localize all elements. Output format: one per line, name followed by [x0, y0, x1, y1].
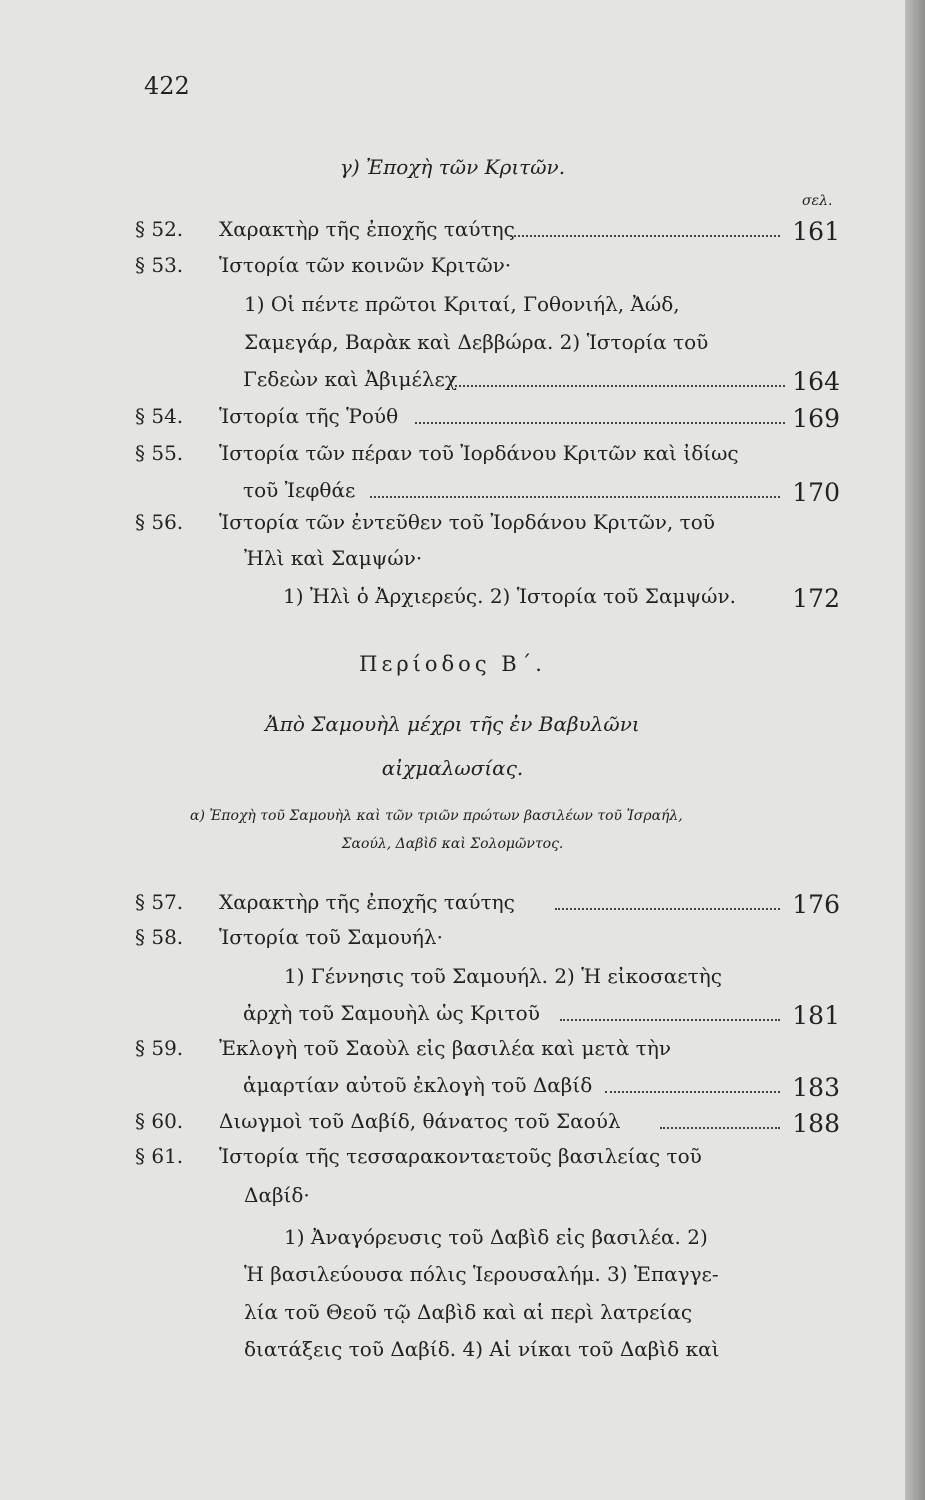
- page-ref: 169: [792, 404, 840, 433]
- period-subtitle-2: αἰχμαλωσίας.: [381, 756, 524, 780]
- entry-title: Χαρακτὴρ τῆς ἐποχῆς ταύτης: [219, 217, 515, 241]
- toc-entry-55: [135, 441, 840, 477]
- section-number: § 58.: [135, 925, 184, 949]
- toc-entry-61: [135, 1144, 840, 1180]
- page-ref: 176: [792, 890, 840, 919]
- entry-title: Ἱστορία τοῦ Σαμουήλ·: [219, 925, 443, 949]
- page-column-label: σελ.: [802, 193, 833, 209]
- page-edge: [905, 0, 925, 1500]
- section-number: § 61.: [135, 1144, 184, 1168]
- toc-entry-58: [135, 925, 840, 961]
- entry-title: Ἱστορία τῆς Ῥούθ: [219, 404, 399, 428]
- entry-title: Ἐκλογὴ τοῦ Σαοὺλ εἰς βασιλέα καὶ μετὰ τὴν: [219, 1036, 671, 1060]
- toc-entry-52: [135, 217, 840, 253]
- period-heading: Περίοδος Β΄.: [359, 652, 546, 676]
- toc-continuation: [135, 478, 840, 514]
- toc-entry-57: [135, 890, 840, 926]
- entry-line: ἀρχὴ τοῦ Σαμουὴλ ὡς Κριτοῦ: [243, 1001, 540, 1025]
- toc-entry-59: [135, 1036, 840, 1072]
- toc-entry-56: [135, 510, 840, 546]
- entry-title: Διωγμοὶ τοῦ Δαβίδ, θάνατος τοῦ Σαούλ: [219, 1109, 621, 1133]
- toc-continuation: [135, 1073, 840, 1109]
- page-ref: 170: [792, 478, 840, 507]
- section-number: § 54.: [135, 404, 184, 428]
- dot-leader: [605, 1073, 780, 1093]
- dot-leader: [370, 478, 780, 498]
- entry-line: 1) Οἱ πέντε πρῶτοι Κριταί, Γοθονιήλ, Ἀώδ,: [244, 292, 680, 316]
- entry-line: ἁμαρτίαν αὐτοῦ ἐκλογὴ τοῦ Δαβίδ: [243, 1073, 593, 1097]
- era-alpha-heading-2: Σαούλ, Δαβὶδ καὶ Σολομῶντος.: [341, 836, 564, 852]
- page-ref: 181: [792, 1001, 840, 1030]
- dot-leader: [560, 1001, 780, 1021]
- section-number: § 57.: [135, 890, 184, 914]
- entry-line: 1) Γέννησις τοῦ Σαμουήλ. 2) Ἡ εἰκοσαετὴς: [284, 964, 722, 988]
- dot-leader: [510, 217, 780, 237]
- entry-line: 1) Ἠλὶ ὁ Ἀρχιερεύς. 2) Ἱστορία τοῦ Σαμψών.: [283, 584, 736, 608]
- page-ref: 188: [792, 1109, 840, 1138]
- entry-line: τοῦ Ἰεφθάε: [243, 478, 356, 502]
- section-number: § 59.: [135, 1036, 184, 1060]
- toc-continuation: [135, 584, 840, 620]
- toc-entry-54: [135, 404, 840, 440]
- entry-title: Ἱστορία τῶν κοινῶν Κριτῶν·: [219, 253, 512, 277]
- entry-line: Σαμεγάρ, Βαρὰκ καὶ Δεββώρα. 2) Ἱστορία τοῦ: [244, 330, 709, 354]
- entry-title: Ἱστορία τῶν ἐντεῦθεν τοῦ Ἰορδάνου Κριτῶν, τοῦ: [219, 510, 715, 534]
- entry-title: Ἱστορία τῆς τεσσαρακονταετοῦς βασιλείας τοῦ: [219, 1144, 702, 1168]
- entry-line: Ἠλὶ καὶ Σαμψών·: [244, 546, 423, 570]
- dot-leader: [660, 1109, 780, 1129]
- entry-line: Ἡ βασιλεύουσα πόλις Ἱερουσαλήμ. 3) Ἐπαγγε-: [244, 1262, 719, 1286]
- toc-continuation: [135, 367, 840, 403]
- section-number: § 60.: [135, 1109, 184, 1133]
- entry-title: Χαρακτὴρ τῆς ἐποχῆς ταύτης: [219, 890, 515, 914]
- dot-leader: [555, 890, 780, 910]
- entry-line: λία τοῦ Θεοῦ τῷ Δαβὶδ καὶ αἱ περὶ λατρείας: [244, 1300, 693, 1324]
- section-number: § 56.: [135, 510, 184, 534]
- page-ref: 183: [792, 1073, 840, 1102]
- entry-title: Ἱστορία τῶν πέραν τοῦ Ἰορδάνου Κριτῶν καὶ ἰδίως: [219, 441, 739, 465]
- dot-leader: [415, 404, 785, 424]
- page-number: 422: [144, 72, 190, 100]
- era-alpha-heading-1: α) Ἐποχὴ τοῦ Σαμουὴλ καὶ τῶν τριῶν πρώτων βασιλέων τοῦ Ἰσραήλ,: [190, 808, 683, 824]
- page-ref: 172: [792, 584, 840, 613]
- toc-entry-53: [135, 253, 840, 289]
- era-gamma-heading: γ) Ἐποχὴ τῶν Κριτῶν.: [339, 155, 566, 179]
- page-ref: 164: [792, 367, 840, 396]
- toc-entry-60: [135, 1109, 840, 1145]
- dot-leader: [455, 367, 785, 387]
- page-ref: 161: [792, 217, 840, 246]
- section-number: § 55.: [135, 441, 184, 465]
- section-number: § 53.: [135, 253, 184, 277]
- entry-line: Δαβίδ·: [244, 1183, 310, 1207]
- entry-line: διατάξεις τοῦ Δαβίδ. 4) Αἱ νίκαι τοῦ Δαβὶδ καὶ: [244, 1337, 720, 1361]
- entry-line: Γεδεὼν καὶ Ἀβιμέλεχ: [243, 367, 458, 391]
- toc-continuation: [135, 1001, 840, 1037]
- section-number: § 52.: [135, 217, 184, 241]
- period-subtitle-1: Ἀπὸ Σαμουὴλ μέχρι τῆς ἐν Βαβυλῶνι: [265, 712, 640, 736]
- entry-line: 1) Ἀναγόρευσις τοῦ Δαβὶδ εἰς βασιλέα. 2): [284, 1225, 708, 1249]
